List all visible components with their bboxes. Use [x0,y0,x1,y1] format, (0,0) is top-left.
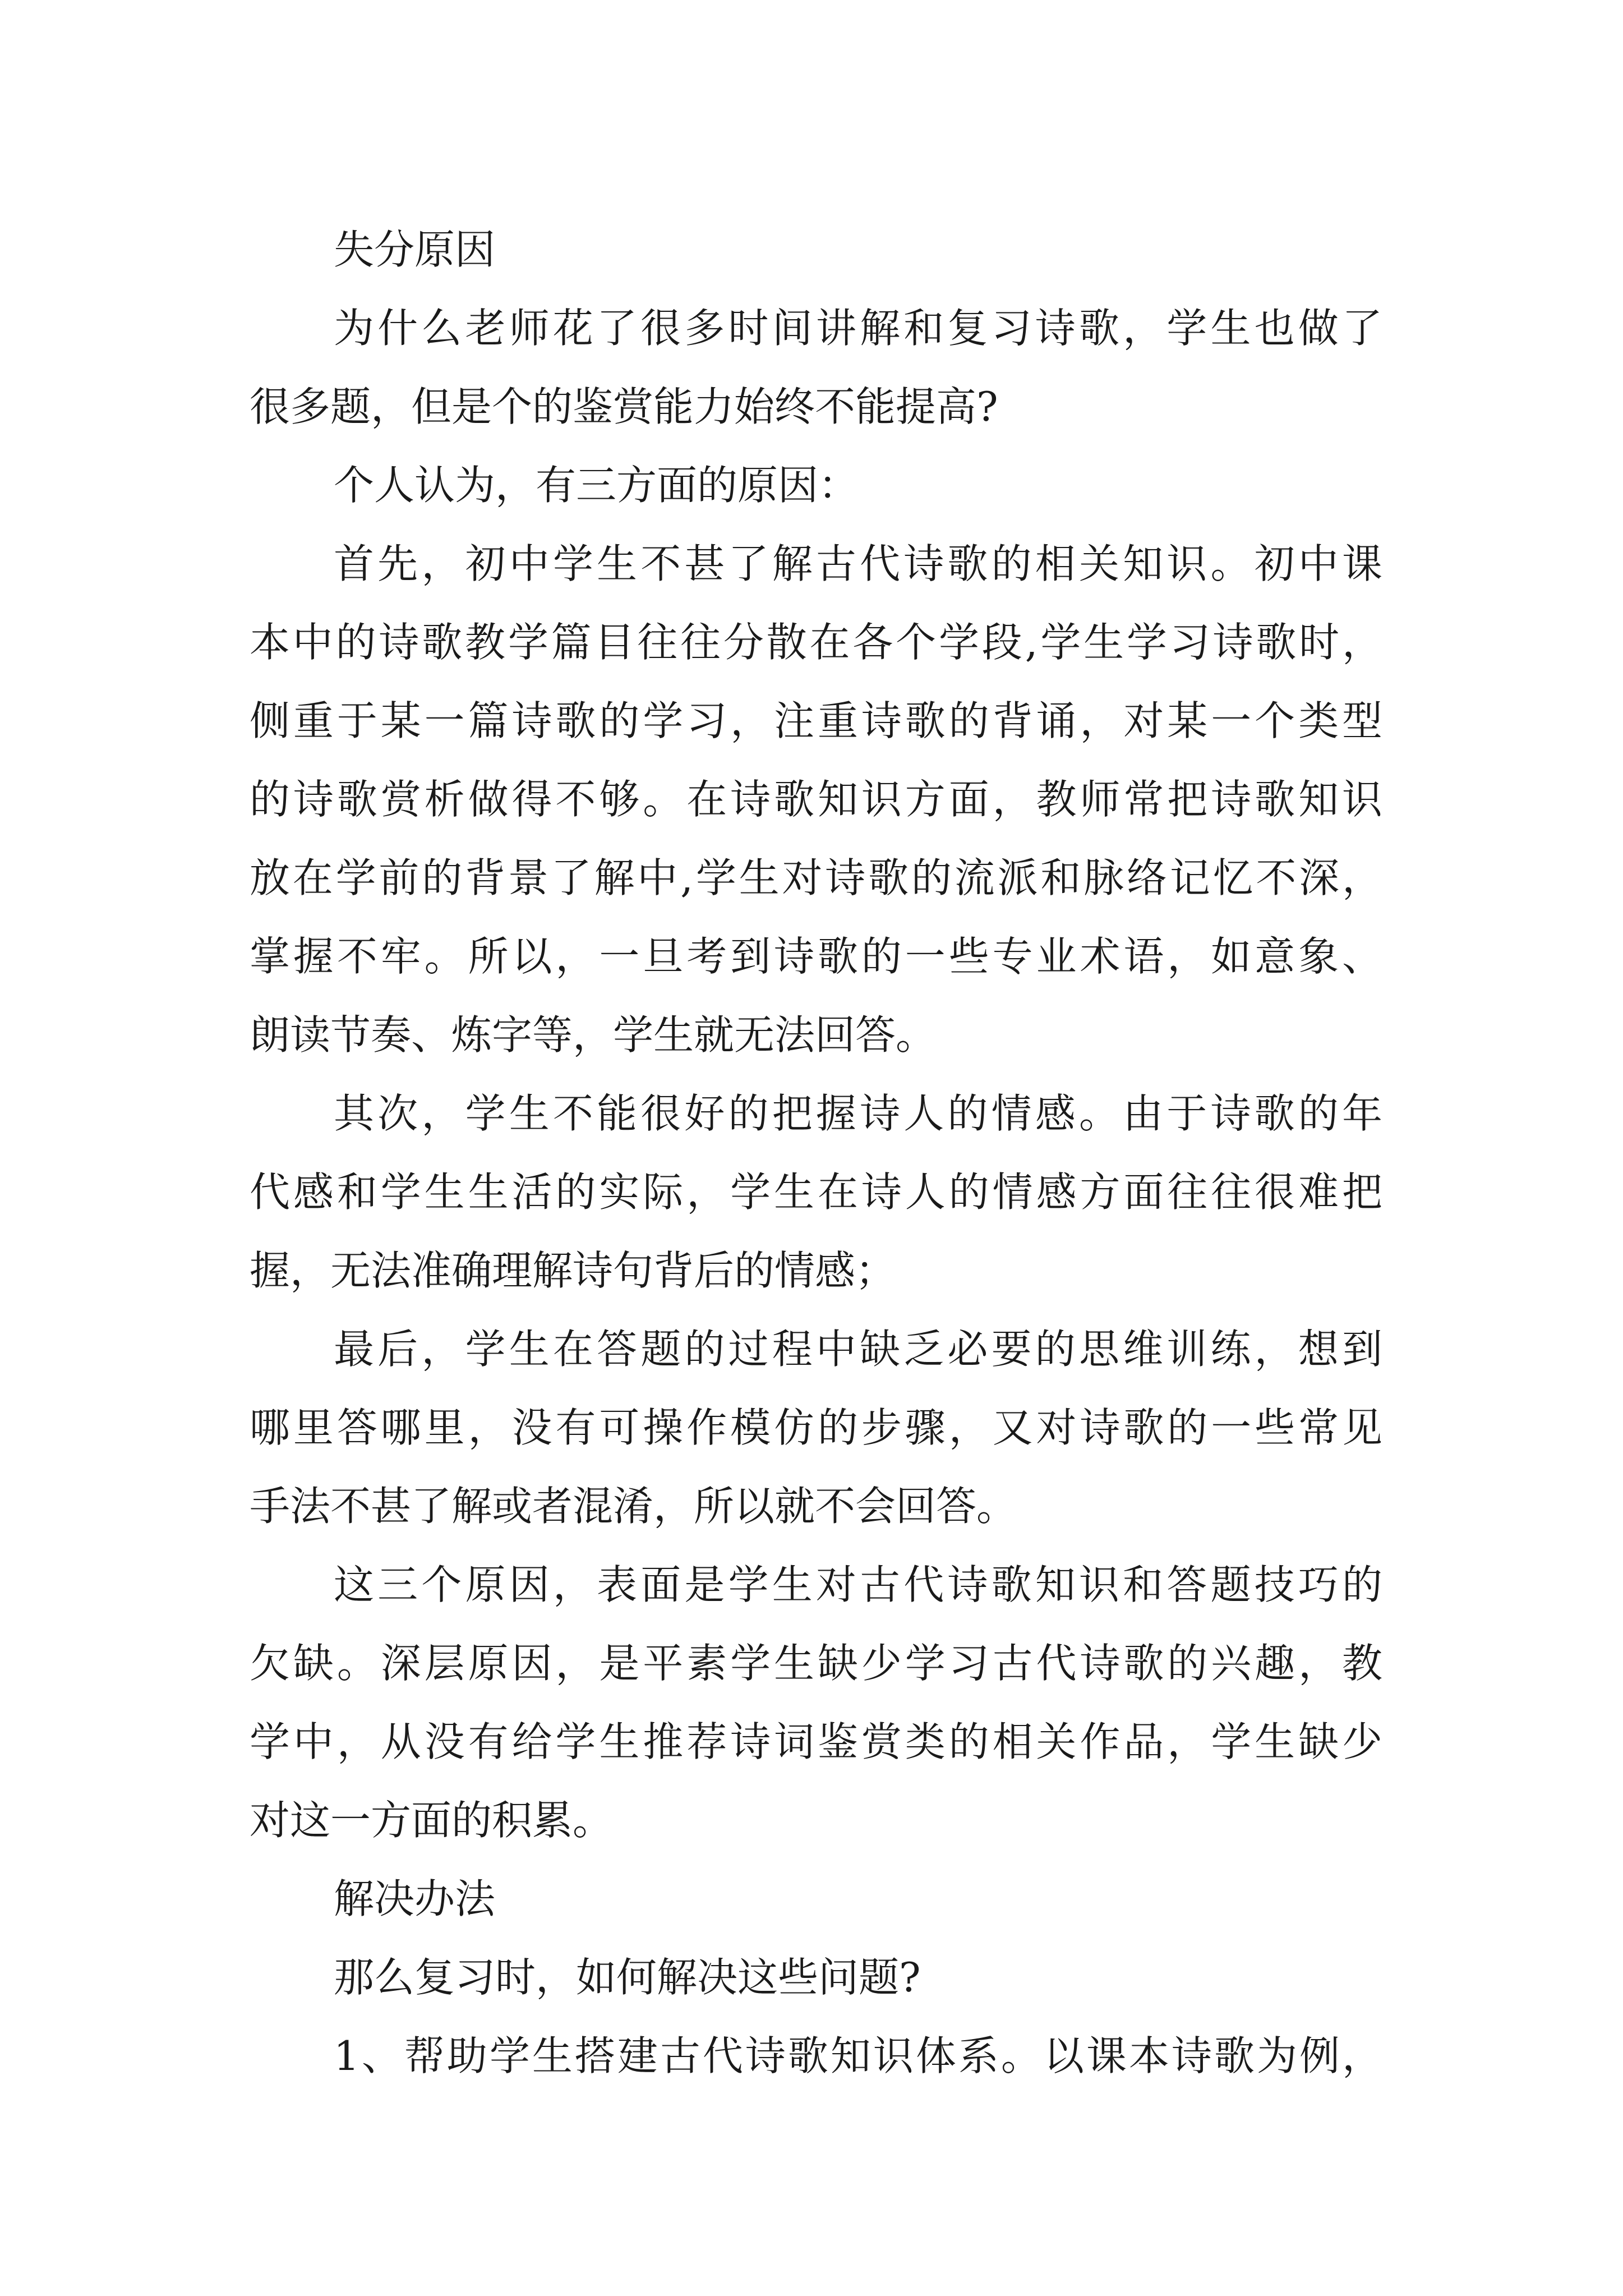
text-line: 个人认为，有三方面的原因： [334,462,859,509]
text-line: 本中的诗歌教学篇目往往分散在各个学段,学生学习诗歌时， [250,619,1382,666]
text-line: 侧重于某一篇诗歌的学习，注重诗歌的背诵，对某一个类型 [250,697,1382,744]
text-line: 放在学前的背景了解中,学生对诗歌的流派和脉络记忆不深， [250,854,1382,901]
text-line: 这三个原因，表面是学生对古代诗歌知识和答题技巧的 [334,1561,1382,1608]
text-line: 哪里答哪里，没有可操作模仿的步骤，又对诗歌的一些常见 [250,1404,1382,1451]
text-line: 欠缺。深层原因，是平素学生缺少学习古代诗歌的兴趣，教 [250,1640,1382,1687]
text-line: 失分原因 [334,226,496,273]
text-line: 朗读节奏、炼字等，学生就无法回答。 [250,1011,937,1059]
text-line: 代感和学生生活的实际，学生在诗人的情感方面往往很难把 [250,1168,1382,1216]
document-page [250,210,1382,2095]
text-line: 对这一方面的积累。 [250,1797,614,1844]
text-line: 那么复习时，如何解决这些问题? [334,1954,921,2001]
text-line: 1、帮助学生搭建古代诗歌知识体系。以课本诗歌为例， [334,2032,1382,2079]
text-line: 为什么老师花了很多时间讲解和复习诗歌，学生也做了 [334,305,1382,352]
text-line: 解决办法 [334,1875,496,1922]
text-line: 首先，初中学生不甚了解古代诗歌的相关知识。初中课 [334,540,1382,587]
text-line: 握，无法准确理解诗句背后的情感； [250,1247,896,1294]
text-line: 手法不甚了解或者混淆，所以就不会回答。 [250,1483,1017,1530]
text-line: 掌握不牢。所以，一旦考到诗歌的一些专业术语，如意象、 [250,933,1382,980]
text-line: 其次，学生不能很好的把握诗人的情感。由于诗歌的年 [334,1090,1382,1137]
text-line: 的诗歌赏析做得不够。在诗歌知识方面，教师常把诗歌知识 [250,776,1382,823]
text-line: 很多题，但是个的鉴赏能力始终不能提高? [250,383,998,430]
text-line: 最后，学生在答题的过程中缺乏必要的思维训练，想到 [334,1326,1382,1373]
text-line: 学中，从没有给学生推荐诗词鉴赏类的相关作品，学生缺少 [250,1718,1382,1765]
